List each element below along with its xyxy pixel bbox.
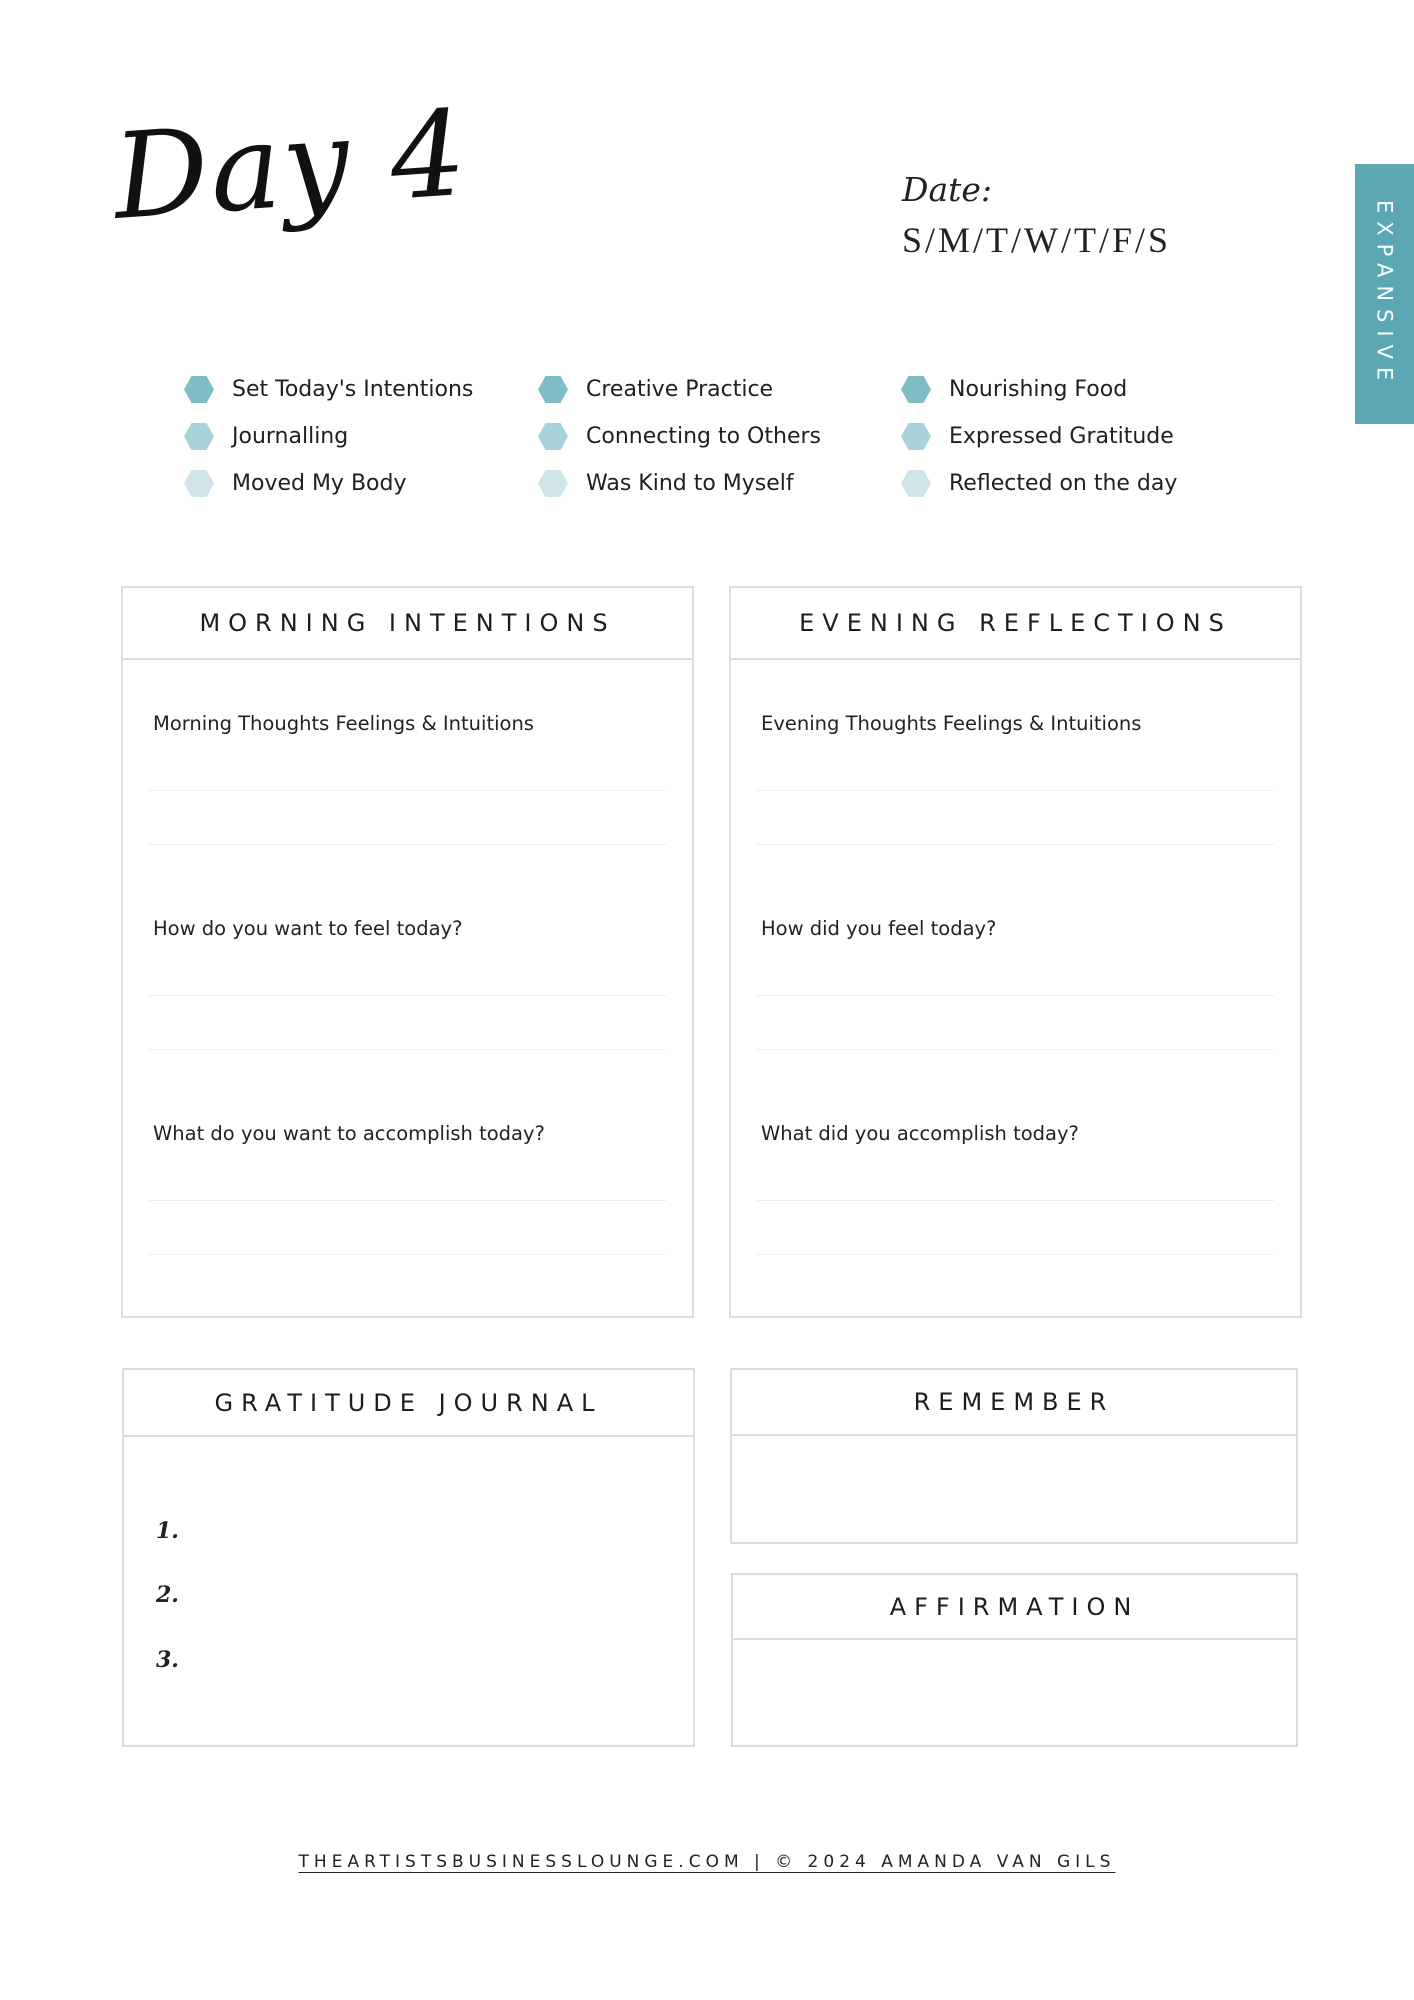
habit-item[interactable] xyxy=(538,413,821,460)
writing-line[interactable] xyxy=(757,1254,1274,1255)
gratitude-journal-heading: GRATITUDE JOURNAL xyxy=(124,1370,693,1437)
weekday-selector[interactable]: S/M/T/W/T/F/S xyxy=(902,220,1172,260)
evening-prompt-accomplish: What did you accomplish today? xyxy=(761,1122,1079,1145)
habit-item[interactable] xyxy=(538,460,821,507)
habit-item[interactable] xyxy=(901,460,1177,507)
hexagon-checkbox-icon[interactable] xyxy=(901,423,931,450)
writing-line[interactable] xyxy=(149,995,666,996)
habit-label: Creative Practice xyxy=(586,377,774,402)
hexagon-checkbox-icon[interactable] xyxy=(538,376,568,403)
habit-item[interactable] xyxy=(184,460,473,507)
gratitude-number: 3. xyxy=(156,1647,179,1673)
page-title: Day 4 xyxy=(109,83,473,246)
remember-heading: REMEMBER xyxy=(732,1370,1296,1436)
habit-item[interactable] xyxy=(901,413,1177,460)
evening-prompt-feel: How did you feel today? xyxy=(761,917,997,940)
hexagon-checkbox-icon[interactable] xyxy=(901,376,931,403)
footer-credit-link[interactable]: THEARTISTSBUSINESSLOUNGE.COM | © 2024 AMANDA VAN GILS xyxy=(298,1852,1116,1872)
morning-intentions-panel xyxy=(121,586,694,1318)
habit-label: Journalling xyxy=(232,424,349,449)
hexagon-checkbox-icon[interactable] xyxy=(901,470,931,497)
writing-line[interactable] xyxy=(757,1049,1274,1050)
writing-line[interactable] xyxy=(149,844,666,845)
writing-line[interactable] xyxy=(149,1200,666,1201)
habit-column-2 xyxy=(538,366,821,507)
writing-line[interactable] xyxy=(149,1049,666,1050)
writing-line[interactable] xyxy=(757,1200,1274,1201)
habit-item[interactable] xyxy=(901,366,1177,413)
remember-panel[interactable] xyxy=(730,1368,1298,1544)
habit-label: Connecting to Others xyxy=(586,424,821,449)
habit-label: Expressed Gratitude xyxy=(949,424,1174,449)
morning-prompt-feel: How do you want to feel today? xyxy=(153,917,463,940)
gratitude-number: 1. xyxy=(156,1518,179,1544)
hexagon-checkbox-icon[interactable] xyxy=(538,470,568,497)
writing-line[interactable] xyxy=(757,790,1274,791)
morning-prompt-thoughts: Morning Thoughts Feelings & Intuitions xyxy=(153,712,534,735)
date-block xyxy=(902,170,1171,261)
evening-reflections-panel xyxy=(729,586,1302,1318)
evening-prompt-thoughts: Evening Thoughts Feelings & Intuitions xyxy=(761,712,1142,735)
writing-line[interactable] xyxy=(149,1254,666,1255)
date-label: Date: xyxy=(902,170,993,209)
side-tab-expansive[interactable] xyxy=(1355,164,1414,424)
gratitude-number: 2. xyxy=(156,1582,179,1608)
habit-label: Moved My Body xyxy=(232,471,407,496)
gratitude-journal-panel xyxy=(122,1368,695,1747)
habit-label: Nourishing Food xyxy=(949,377,1128,402)
writing-line[interactable] xyxy=(149,790,666,791)
habit-label: Was Kind to Myself xyxy=(586,471,794,496)
affirmation-panel[interactable] xyxy=(731,1573,1298,1747)
hexagon-checkbox-icon[interactable] xyxy=(184,376,214,403)
habit-item[interactable] xyxy=(184,366,473,413)
hexagon-checkbox-icon[interactable] xyxy=(538,423,568,450)
habit-label: Set Today's Intentions xyxy=(232,377,474,402)
habit-label: Reflected on the day xyxy=(949,471,1178,496)
writing-line[interactable] xyxy=(757,995,1274,996)
side-tab-label: EXPANSIVE xyxy=(1372,199,1397,389)
hexagon-checkbox-icon[interactable] xyxy=(184,423,214,450)
hexagon-checkbox-icon[interactable] xyxy=(184,470,214,497)
habit-item[interactable] xyxy=(184,413,473,460)
writing-line[interactable] xyxy=(757,844,1274,845)
habit-column-3 xyxy=(901,366,1177,507)
habit-column-1 xyxy=(184,366,473,507)
morning-intentions-heading: MORNING INTENTIONS xyxy=(123,588,692,660)
habit-item[interactable] xyxy=(538,366,821,413)
affirmation-heading: AFFIRMATION xyxy=(733,1575,1296,1640)
evening-reflections-heading: EVENING REFLECTIONS xyxy=(731,588,1300,660)
morning-prompt-accomplish: What do you want to accomplish today? xyxy=(153,1122,545,1145)
